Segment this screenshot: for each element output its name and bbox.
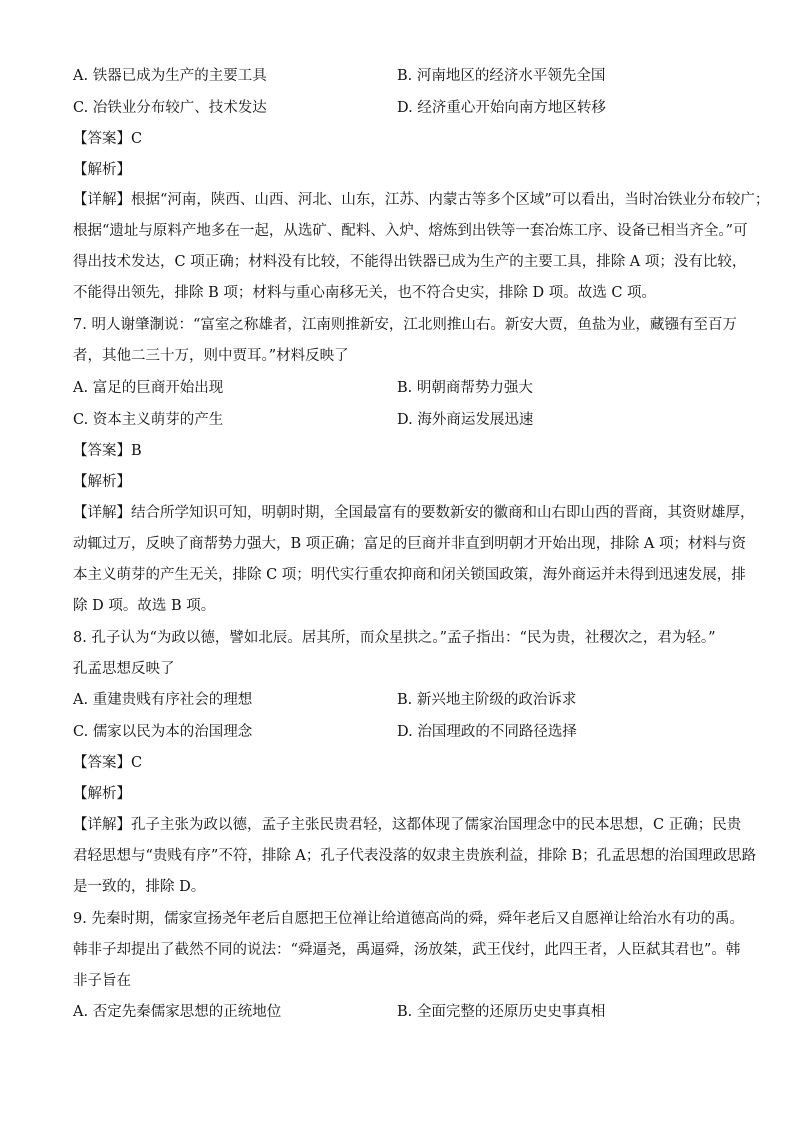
q6-option-a: A. 铁器已成为生产的主要工具 — [73, 68, 267, 84]
q9-stem — [73, 904, 744, 997]
q8-stem — [73, 623, 723, 685]
q8-analysis-heading: 【解析】 — [73, 786, 131, 802]
q9-stem-line: 9. 先秦时期，儒家宣扬尧年老后自愿把王位禅让给道德高尚的舜，舜年老后又自愿禅让给治水有功的禹。 — [73, 911, 744, 927]
q7-option-c: C. 资本主义萌芽的产生 — [73, 412, 224, 428]
q8-answer: 【答案】C — [73, 755, 143, 771]
q9-option-b: B. 全面完整的还原历史史事真相 — [397, 1004, 606, 1020]
q6-option-d: D. 经济重心开始向南方地区转移 — [397, 100, 606, 116]
q8-option-c: C. 儒家以民为本的治国理念 — [73, 724, 253, 740]
q8-option-a: A. 重建贵贱有序社会的理想 — [73, 692, 253, 708]
q6-analysis-heading: 【解析】 — [73, 162, 131, 178]
q6-answer: 【答案】C — [73, 131, 143, 147]
q8-detail — [73, 810, 757, 903]
q7-detail — [73, 498, 755, 622]
q7-detail-line: 本主义萌芽的产生无关，排除 C 项；明代实行重农抑商和闭关锁国政策，海外商运并未得到迅速发展，排 — [73, 567, 746, 583]
q6-detail — [73, 185, 770, 309]
q6-detail-line: 不能得出领先，排除 B 项；材料与重心南移无关，也不符合史实，排除 D 项。故选 C 项。 — [73, 285, 657, 301]
q7-stem-line: 者，其他二三十万，则中贾耳。”材料反映了 — [73, 348, 349, 364]
q7-option-b: B. 明朝商帮势力强大 — [397, 380, 533, 396]
q6-detail-line: 根据“遗址与原料产地多在一起，从选矿、配料、入炉、熔炼到出铁等一套冶炼工序、设备已相当齐全。”可 — [73, 223, 748, 239]
q8-option-d: D. 治国理政的不同路径选择 — [397, 724, 577, 740]
q8-option-b: B. 新兴地主阶级的政治诉求 — [397, 692, 577, 708]
q7-stem — [73, 310, 737, 372]
q7-analysis-heading: 【解析】 — [73, 474, 131, 490]
q6-detail-line: 得出技术发达，C 项正确；材料没有比较，不能得出铁器已成为生产的主要工具，排除 A 项；没有比较， — [73, 254, 747, 270]
q9-option-a: A. 否定先秦儒家思想的正统地位 — [73, 1004, 282, 1020]
q7-option-a: A. 富足的巨商开始出现 — [73, 380, 224, 396]
q9-stem-line: 韩非子却提出了截然不同的说法：“舜逼尧，禹逼舜，汤放桀，武王伐纣，此四王者，人臣弑其君也”。韩 — [73, 942, 741, 958]
q7-stem-line: 7. 明人谢肇淛说：“富室之称雄者，江南则推新安，江北则推山右。新安大贾，鱼盐为业，藏镪有至百万 — [73, 317, 737, 333]
q7-detail-line: 【详解】结合所学知识可知，明朝时期，全国最富有的要数新安的徽商和山右即山西的晋商，其资财雄厚， — [73, 505, 755, 521]
q8-detail-line: 是一致的，排除 D。 — [73, 879, 206, 895]
q8-stem-line: 孔孟思想反映了 — [73, 661, 175, 677]
q7-answer: 【答案】B — [73, 443, 142, 459]
q6-option-c: C. 冶铁业分布较广、技术发达 — [73, 100, 267, 116]
q7-detail-line: 除 D 项。故选 B 项。 — [73, 598, 216, 614]
q8-detail-line: 君轻思想与“贵贱有序”不符，排除 A；孔子代表没落的奴隶主贵族利益，排除 B；孔孟思想的治国理政思路 — [73, 848, 757, 864]
q6-detail-line: 【详解】根据“河南，陕西、山西、河北、山东，江苏、内蒙古等多个区域”可以看出，当时冶铁业分布较广； — [73, 192, 770, 208]
q9-stem-line: 非子旨在 — [73, 973, 131, 989]
q7-detail-line: 动辄过万，反映了商帮势力强大，B 项正确；富足的巨商并非直到明朝才开始出现，排除 A 项；材料与资 — [73, 536, 746, 552]
q8-detail-line: 【详解】孔子主张为政以德，孟子主张民贵君轻，这都体现了儒家治国理念中的民本思想，C 正确；民贵 — [73, 817, 742, 833]
q8-stem-line: 8. 孔子认为“为政以德，譬如北辰。居其所，而众星拱之。”孟子指出：“民为贵，社稷次之，君为轻。” — [73, 630, 716, 646]
q7-option-d: D. 海外商运发展迅速 — [397, 412, 534, 428]
q6-option-b: B. 河南地区的经济水平领先全国 — [397, 68, 606, 84]
